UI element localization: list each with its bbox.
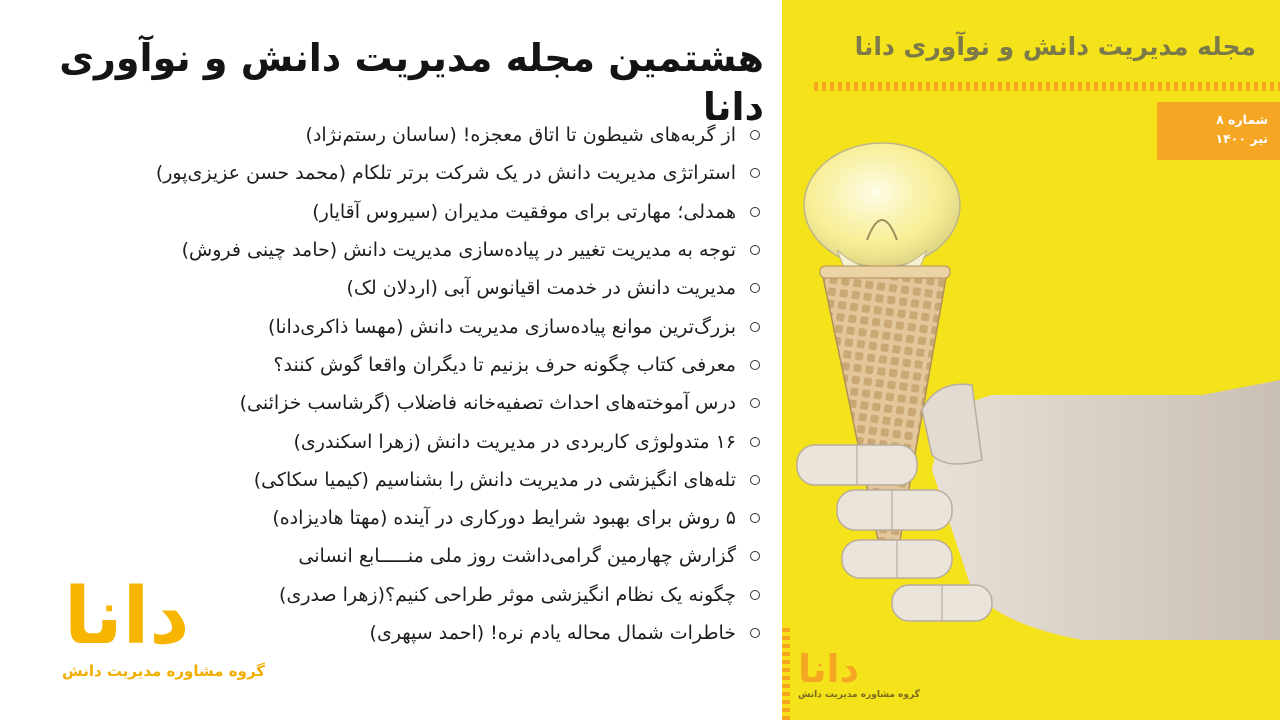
article-title: درس آموخته‌های احداث تصفیه‌خانه فاضلاب (گرشاسب خزائنی): [239, 392, 736, 415]
circle-bullet-icon: [750, 398, 760, 408]
cover-logo: [798, 647, 920, 700]
article-title: خاطرات شمال محاله یادم نره! (احمد سپهری): [369, 622, 736, 644]
article-item: [60, 307, 760, 345]
dana-logo: [62, 572, 282, 680]
article-item: [60, 499, 760, 537]
circle-bullet-icon: [750, 322, 760, 332]
circle-bullet-icon: [750, 590, 760, 600]
article-title: همدلی؛ مهارتی برای موفقیت مدیران (سیروس آقایار): [312, 200, 736, 223]
circle-bullet-icon: [750, 475, 760, 485]
issue-badge: [1157, 102, 1280, 160]
article-title: گزارش چهارمین گرامی‌داشت روز ملی منـــــابع انسانی: [298, 545, 736, 568]
article-item: [60, 116, 760, 154]
article-item: [60, 346, 760, 384]
article-item: [60, 231, 760, 269]
cover-logo-mark: دانا: [798, 647, 860, 691]
article-item: [60, 384, 760, 422]
cover-title: مجله مدیریت دانش و نوآوری دانا: [854, 32, 1256, 61]
article-title: ۱۶ متدولوژی کاربردی در مدیریت دانش (زهرا اسکندری): [293, 430, 736, 453]
cover-logo-subtitle: گروه مشاوره مدیریت دانش: [798, 690, 920, 700]
circle-bullet-icon: [750, 437, 760, 447]
article-item: [60, 269, 760, 307]
circle-bullet-icon: [750, 628, 760, 638]
issue-date: تیر ۱۴۰۰: [1215, 131, 1268, 146]
article-title: ۵ روش برای بهبود شرایط دورکاری در آینده (مهتا هادیزاده): [272, 507, 736, 530]
article-title: چگونه یک نظام انگیزشی موثر طراحی کنیم؟(زهرا صدری): [279, 583, 736, 606]
circle-bullet-icon: [750, 168, 760, 178]
article-item: [60, 422, 760, 460]
circle-bullet-icon: [750, 283, 760, 293]
article-item: [60, 461, 760, 499]
circle-bullet-icon: [750, 513, 760, 523]
logo-mark: دانا: [64, 572, 190, 662]
article-item: [60, 193, 760, 231]
article-title: توجه به مدیریت تغییر در پیاده‌سازی مدیریت دانش (حامد چینی فروش): [181, 239, 736, 262]
page-title: هشتمین مجله مدیریت دانش و نوآوری دانا: [59, 36, 764, 130]
circle-bullet-icon: [750, 245, 760, 255]
article-title: استراتژی مدیریت دانش در یک شرکت برتر تلکام (محمد حسن عزیزی‌پور): [155, 162, 736, 185]
article-title: معرفی کتاب چگونه حرف بزنیم تا دیگران واقعا گوش کنند؟: [273, 353, 736, 376]
article-item: [60, 537, 760, 575]
circle-bullet-icon: [750, 360, 760, 370]
dotted-divider: [814, 82, 1280, 91]
issue-number: شماره ۸: [1216, 112, 1268, 127]
circle-bullet-icon: [750, 130, 760, 140]
article-title: تله‌های انگیزشی در مدیریت دانش را بشناسیم (کیمیا سکاکی): [253, 468, 736, 491]
vertical-dotted-divider: [782, 628, 790, 720]
article-item: [60, 154, 760, 192]
logo-subtitle: گروه مشاوره مدیریت دانش: [62, 662, 265, 680]
article-title: از گربه‌های شیطون تا اتاق معجزه! (ساسان رستم‌نژاد): [305, 124, 736, 147]
circle-bullet-icon: [750, 551, 760, 561]
article-title: مدیریت دانش در خدمت اقیانوس آبی (اردلان لک): [346, 277, 736, 300]
article-title: بزرگ‌ترین موانع پیاده‌سازی مدیریت دانش (مهسا ذاکری‌دانا): [268, 315, 736, 338]
circle-bullet-icon: [750, 207, 760, 217]
magazine-cover: [782, 0, 1280, 720]
